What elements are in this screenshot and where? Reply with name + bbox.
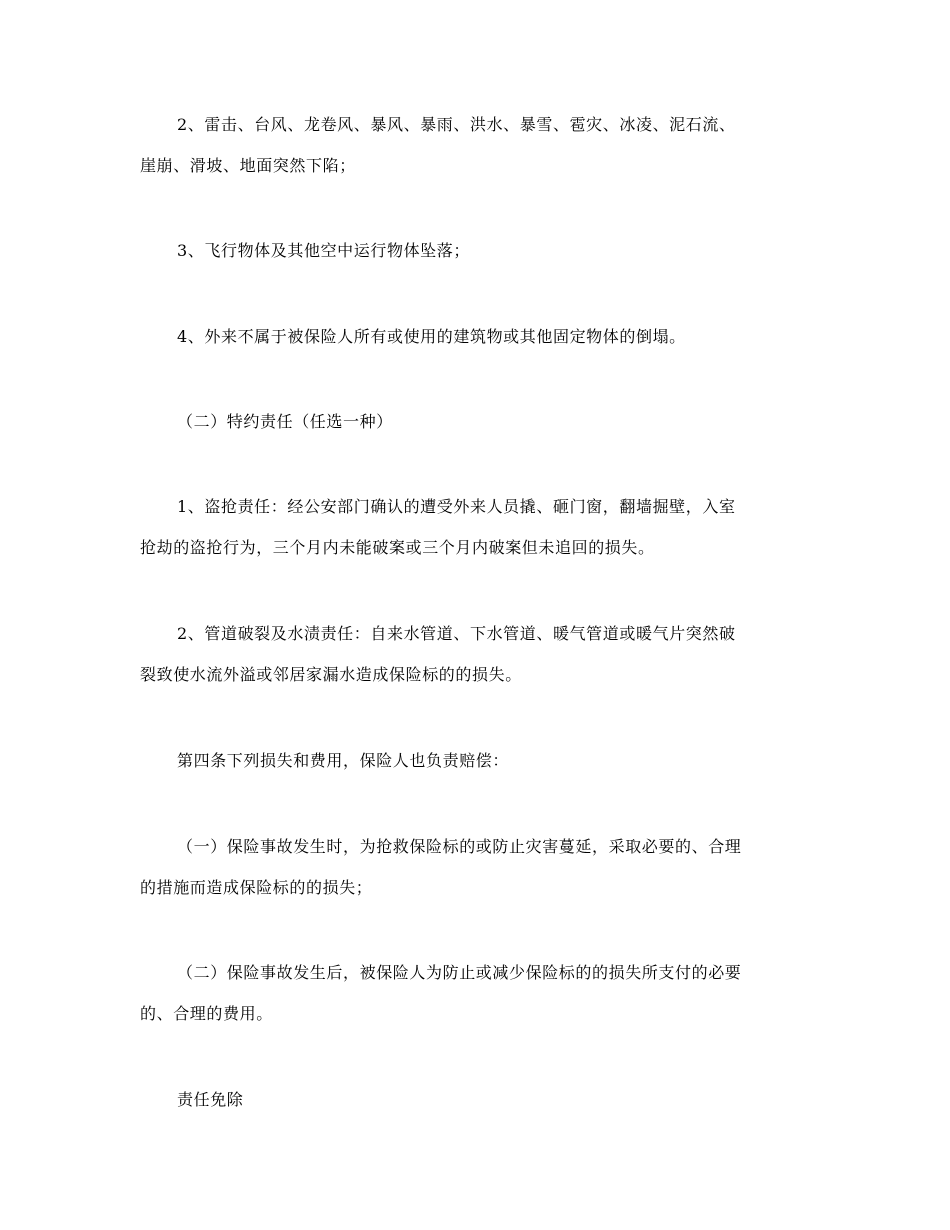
text-line: 2、管道破裂及水渍责任：自来水管道、下水管道、暖气管道或暖气片突然破 [177,624,736,643]
paragraph-falling-objects [140,230,816,271]
section-heading-special-liability [140,401,816,442]
text-line: 的措施而造成保险标的的损失； [140,878,373,897]
text-line: 崖崩、滑坡、地面突然下陷； [140,156,356,175]
paragraph-natural-disasters [140,104,816,186]
text-line: 1、盗抢责任：经公安部门确认的遭受外来人员撬、砸门窗，翻墙掘壁，入室 [177,497,736,516]
article-four-heading [140,740,816,781]
text-line: 抢劫的盗抢行为，三个月内未能破案或三个月内破案但未追回的损失。 [140,538,655,557]
paragraph-mitigation-costs [140,952,816,1034]
text-line: （二）保险事故发生后，被保险人为防止或减少保险标的的损失所支付的必要 [177,963,742,982]
paragraph-building-collapse [140,316,816,357]
text-line: 的、合理的费用。 [140,1004,273,1023]
text-line: （二）特约责任（任选一种） [177,412,393,431]
text-line: 3、飞行物体及其他空中运行物体坠落； [177,241,470,260]
text-line: 2、雷击、台风、龙卷风、暴风、暴雨、洪水、暴雪、雹灾、冰凌、泥石流、 [177,115,736,134]
paragraph-rescue-loss [140,826,816,908]
section-heading-exclusions [140,1079,816,1120]
text-line: 第四条下列损失和费用，保险人也负责赔偿： [177,751,510,770]
text-line: 4、外来不属于被保险人所有或使用的建筑物或其他固定物体的倒塌。 [177,327,686,346]
text-line: 裂致使水流外溢或邻居家漏水造成保险标的的损失。 [140,665,522,684]
text-line: 责任免除 [177,1090,244,1109]
paragraph-pipe-water-liability [140,613,816,695]
text-line: （一）保险事故发生时，为抢救保险标的或防止灾害蔓延，采取必要的、合理 [177,837,742,856]
paragraph-theft-liability [140,486,816,568]
